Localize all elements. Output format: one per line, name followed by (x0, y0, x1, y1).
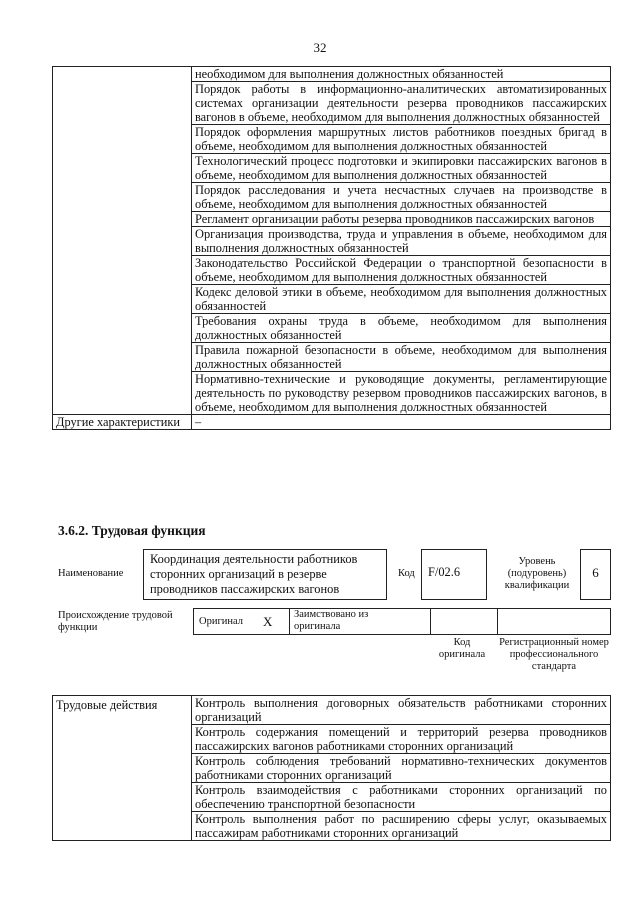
labor-actions-label: Трудовые действия (53, 696, 192, 841)
knowledge-row (53, 67, 611, 82)
borrowed-label: Заимствовано из оригинала (294, 609, 369, 632)
qualification-level: 6 (580, 549, 611, 600)
registration-number-label: Регистрационный номер профессионального стандарта (499, 637, 609, 672)
knowledge-item: Кодекс деловой этики в объеме, необходимом для выполнения должностных обязанностей (192, 285, 611, 314)
knowledge-item: Порядок расследования и учета несчастных случаев на производстве в объеме, необходимом для выполнения должностных обязанностей (192, 183, 611, 212)
other-characteristics-row (53, 415, 611, 430)
code-label: Код (398, 568, 415, 579)
labor-action-item: Контроль взаимодействия с работниками сторонних организаций по обеспечению транспортной безопасности (192, 783, 611, 812)
knowledge-item: Регламент организации работы резерва проводников пассажирских вагонов (192, 212, 611, 227)
function-name: Координация деятельности работников сторонних организаций в резерве проводников пассажирских вагонов (143, 549, 387, 600)
knowledge-item: необходимом для выполнения должностных обязанностей (192, 67, 611, 82)
name-label: Наименование (58, 568, 124, 579)
knowledge-item: Технологический процесс подготовки и экипировки пассажирских вагонов в объеме, необходимом для выполнения должностных обязанностей (192, 154, 611, 183)
section-heading: 3.6.2. Трудовая функция (58, 523, 206, 538)
function-code: F/02.6 (421, 549, 487, 600)
labor-action-row (53, 696, 611, 725)
knowledge-item: Законодательство Российской Федерации о транспортной безопасности в объеме, необходимом для выполнения должностных обязанностей (192, 256, 611, 285)
labor-action-item: Контроль выполнения работ по расширению сферы услуг, оказываемых пассажирам работниками сторонних организаций (192, 812, 611, 841)
knowledge-item: Требования охраны труда в объеме, необходимом для выполнения должностных обязанностей (192, 314, 611, 343)
labor-action-item: Контроль выполнения договорных обязательств работниками сторонних организаций (192, 696, 611, 725)
origin-cell-code (431, 609, 498, 634)
level-label: Уровень (подуровень) квалификации (504, 556, 570, 591)
knowledge-item: Организация производства, труда и управления в объеме, необходимом для выполнения должностных обязанностей (192, 227, 611, 256)
original-label: Оригинал (199, 616, 243, 627)
other-characteristics-label: Другие характеристики (53, 415, 192, 430)
page-number: 32 (313, 40, 327, 55)
knowledge-empty-cell (53, 67, 192, 415)
knowledge-item: Порядок оформления маршрутных листов работников поездных бригад в объеме, необходимом для выполнения должностных обязанностей (192, 125, 611, 154)
labor-action-item: Контроль содержания помещений и территорий резерва проводников пассажирских вагонов работниками сторонних организаций (192, 725, 611, 754)
labor-action-item: Контроль соблюдения требований нормативно-технических документов работниками сторонних организаций (192, 754, 611, 783)
original-mark: X (263, 614, 273, 629)
labor-actions-table (52, 695, 611, 841)
knowledge-table (52, 66, 611, 430)
other-characteristics-value: – (192, 415, 611, 430)
knowledge-item: Правила пожарной безопасности в объеме, необходимом для выполнения должностных обязанностей (192, 343, 611, 372)
knowledge-item: Порядок работы в информационно-аналитических автоматизированных системах организации деятельности резерва проводников пассажирских вагонов в объеме, необходимом для выполнения должностных обязанностей (192, 82, 611, 125)
knowledge-item: Нормативно-технические и руководящие документы, регламентирующие деятельность по руководству резервом проводников пассажирских вагонов, в объеме, необходимом для выполнения должностных обязанностей (192, 372, 611, 415)
original-code-label: Код оригинала (438, 637, 486, 660)
origin-label: Происхождение трудовой функции (58, 610, 173, 633)
